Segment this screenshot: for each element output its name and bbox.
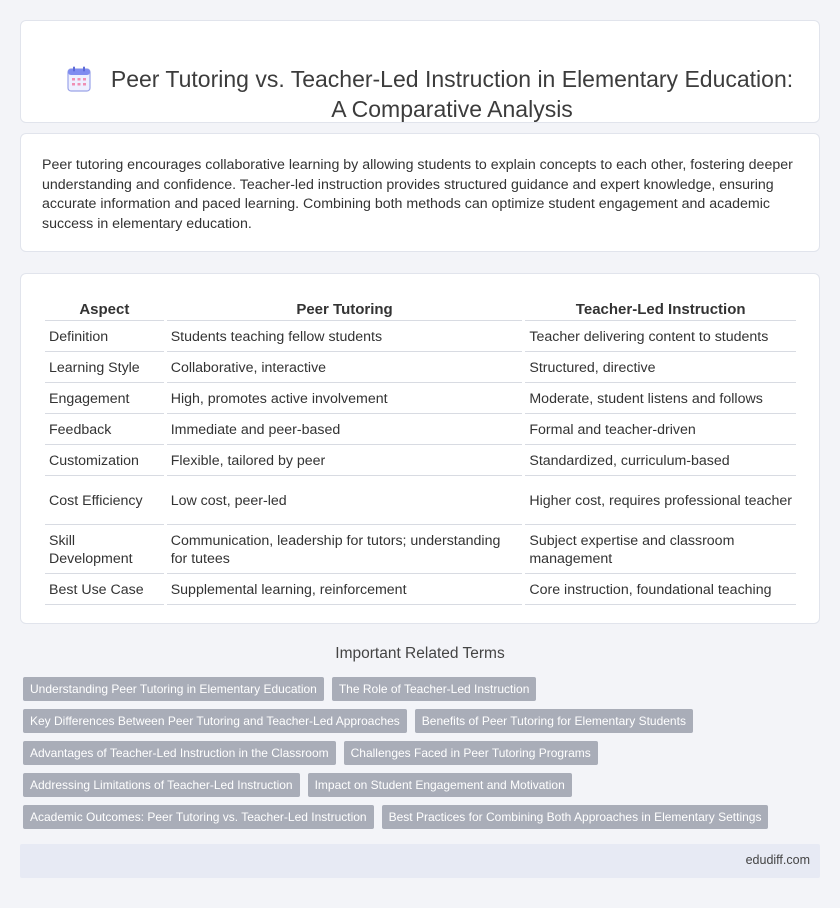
title-card [20, 20, 820, 123]
related-tag[interactable]: Academic Outcomes: Peer Tutoring vs. Teacher-Led Instruction [23, 805, 374, 829]
header-peer-tutoring: Peer Tutoring [167, 298, 523, 321]
tag-row [23, 741, 598, 765]
intro-text: Peer tutoring encourages collaborative learning by allowing students to explain concepts to each other, fostering deeper understanding and confidence. Teacher-led instruction provides structured guidance and expert knowledge, ensuring accurate information and paced learning. Combining both methods can optimize student engagement and academic success in elementary education. [42, 157, 793, 232]
tag-row [23, 773, 572, 797]
table-cell: Standardized, curriculum-based [525, 445, 796, 476]
table-cell: Skill Development [45, 525, 164, 574]
comparison-table [42, 298, 799, 605]
header-aspect: Aspect [45, 298, 164, 321]
table-cell: Students teaching fellow students [167, 321, 523, 352]
related-terms-title: Important Related Terms [335, 645, 505, 662]
table-cell: Best Use Case [45, 574, 164, 605]
table-row [45, 352, 796, 383]
table-cell: Cost Efficiency [45, 476, 164, 525]
footer [20, 844, 820, 878]
table-header-row [45, 298, 796, 321]
table-cell: High, promotes active involvement [167, 383, 523, 414]
table-row [45, 321, 796, 352]
related-tag[interactable]: Impact on Student Engagement and Motivation [308, 773, 572, 797]
table-row [45, 383, 796, 414]
table-cell: Communication, leadership for tutors; understanding for tutees [167, 525, 523, 574]
table-cell: Flexible, tailored by peer [167, 445, 523, 476]
related-tag[interactable]: Understanding Peer Tutoring in Elementary Education [23, 677, 324, 701]
table-cell: Teacher delivering content to students [525, 321, 796, 352]
header-teacher-led: Teacher-Led Instruction [525, 298, 796, 321]
table-cell: Immediate and peer-based [167, 414, 523, 445]
table-cell: Low cost, peer-led [167, 476, 523, 525]
table-cell: Learning Style [45, 352, 164, 383]
tag-row [23, 805, 768, 829]
comparison-card [20, 273, 820, 624]
table-row [45, 414, 796, 445]
tag-row [23, 709, 693, 733]
tag-row [23, 677, 536, 701]
calendar-icon [67, 66, 91, 92]
related-tag[interactable]: Advantages of Teacher-Led Instruction in the Classroom [23, 741, 336, 765]
table-cell: Formal and teacher-driven [525, 414, 796, 445]
table-row [45, 574, 796, 605]
table-cell: Collaborative, interactive [167, 352, 523, 383]
table-row [45, 525, 796, 574]
intro-card [20, 133, 820, 252]
related-tag[interactable]: Benefits of Peer Tutoring for Elementary Students [415, 709, 693, 733]
table-cell: Engagement [45, 383, 164, 414]
page-title: Peer Tutoring vs. Teacher-Led Instruction in Elementary Education: A Comparative Analysis [110, 66, 794, 122]
related-tag[interactable]: The Role of Teacher-Led Instruction [332, 677, 537, 701]
table-cell: Core instruction, foundational teaching [525, 574, 796, 605]
related-tag[interactable]: Addressing Limitations of Teacher-Led Instruction [23, 773, 300, 797]
table-cell: Definition [45, 321, 164, 352]
table-cell: Moderate, student listens and follows [525, 383, 796, 414]
related-tag[interactable]: Key Differences Between Peer Tutoring and Teacher-Led Approaches [23, 709, 407, 733]
table-cell: Feedback [45, 414, 164, 445]
table-cell: Customization [45, 445, 164, 476]
table-cell: Subject expertise and classroom management [525, 525, 796, 574]
table-cell: Higher cost, requires professional teacher [525, 476, 796, 525]
table-cell: Structured, directive [525, 352, 796, 383]
related-tag[interactable]: Best Practices for Combining Both Approaches in Elementary Settings [382, 805, 769, 829]
footer-site-link[interactable]: edudiff.com [745, 853, 810, 867]
table-cell: Supplemental learning, reinforcement [167, 574, 523, 605]
table-row [45, 445, 796, 476]
related-tag[interactable]: Challenges Faced in Peer Tutoring Programs [344, 741, 598, 765]
table-row [45, 476, 796, 525]
